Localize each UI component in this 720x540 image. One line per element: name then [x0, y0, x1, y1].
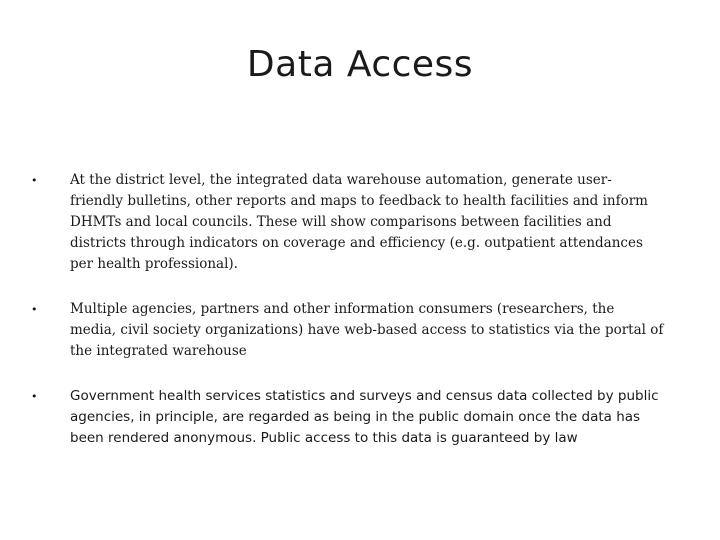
bullet-list	[24, 170, 664, 473]
bullet-marker: •	[31, 174, 38, 187]
bullet-marker: •	[31, 390, 38, 403]
bullet-text: At the district level, the integrated data warehouse automation, generate user-friendly bulletins, other reports and maps to feedback to health facilities and inform DHMTs and local councils. These will show comparisons between facilities and districts through indicators on coverage and efficiency (e.g. outpatient attendances per health professional).	[70, 172, 648, 272]
bullet-item	[24, 386, 664, 449]
slide-title: Data Access	[246, 44, 474, 85]
bullet-text: Multiple agencies, partners and other information consumers (researchers, the media, civil society organizations) have web-based access to statistics via the portal of the integrated warehouse	[70, 301, 664, 359]
bullet-text: Government health services statistics and surveys and census data collected by public agencies, in principle, are regarded as being in the public domain once the data has been rendered anonymous. Public access to this data is guaranteed by law	[70, 388, 659, 446]
bullet-item	[24, 170, 664, 275]
bullet-marker: •	[31, 303, 38, 316]
bullet-item	[24, 299, 664, 362]
